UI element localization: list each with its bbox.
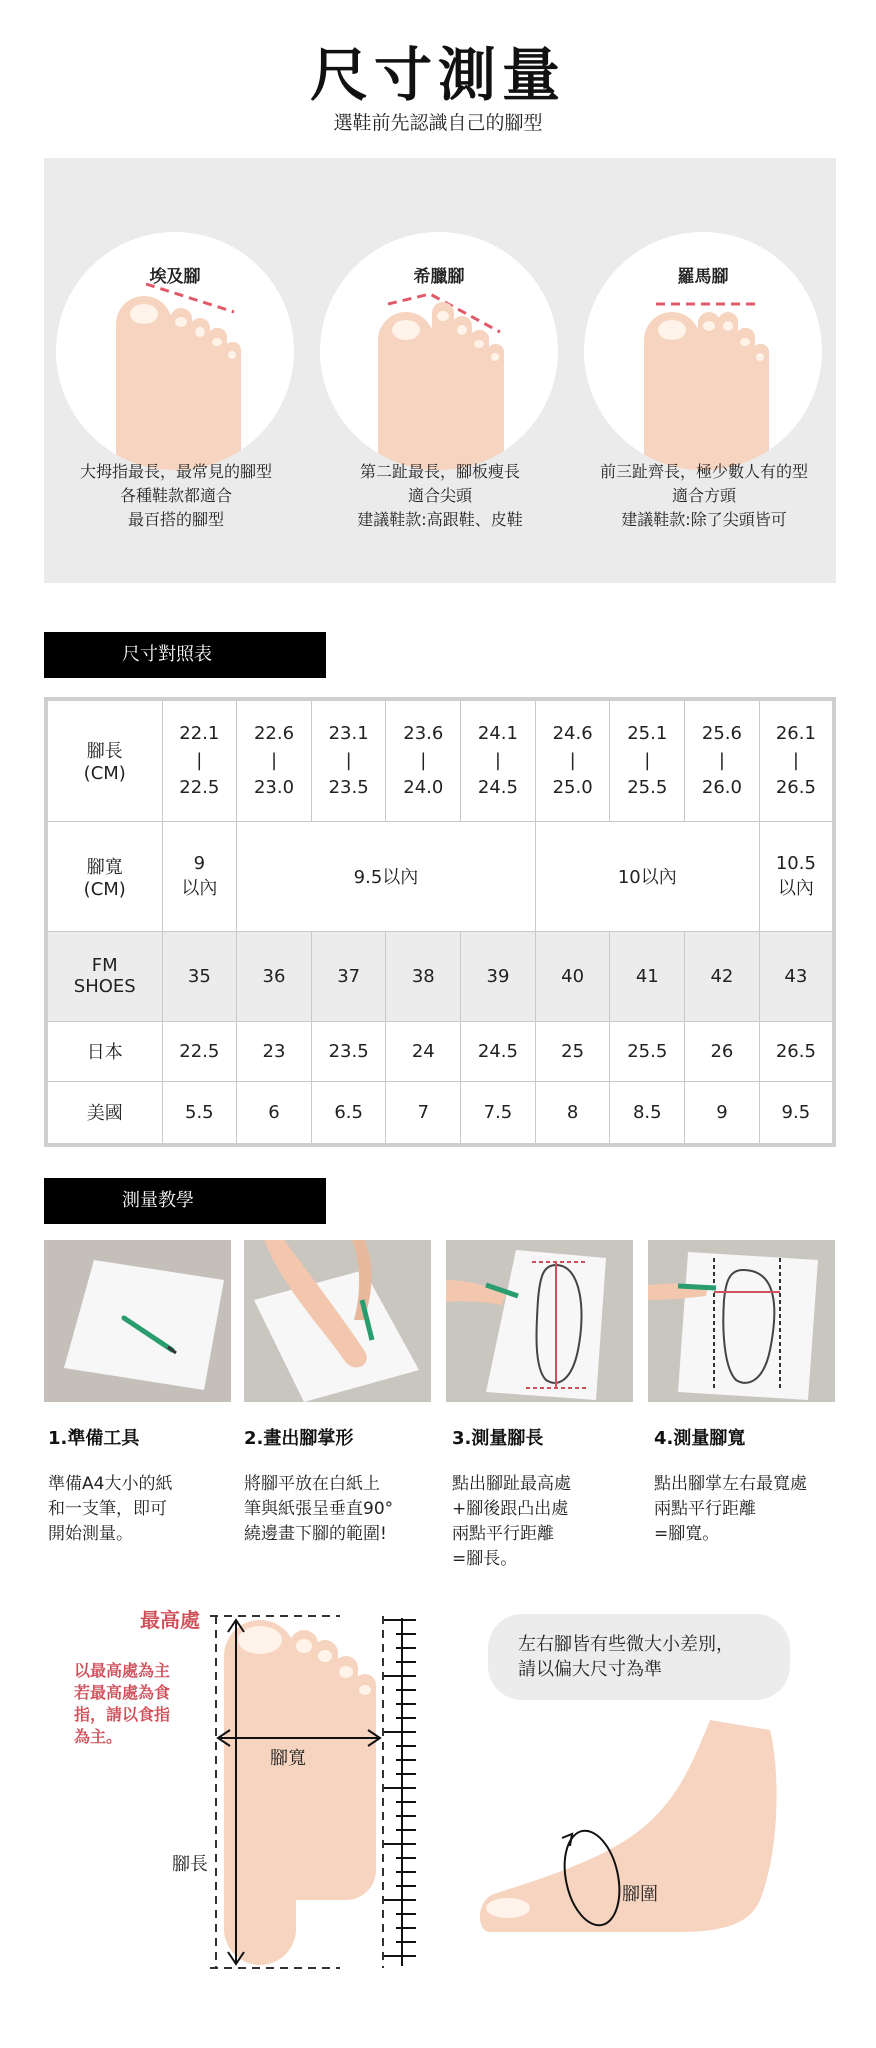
foot-measurement-diagram: [40, 1600, 420, 1980]
table-cell: 7: [386, 1081, 461, 1145]
table-cell: 7.5: [461, 1081, 536, 1145]
row-header: 腳長 (CM): [46, 699, 162, 821]
table-cell: 39: [461, 931, 536, 1021]
table-cell: 26.1 | 26.5: [759, 699, 834, 821]
step4-photo: [648, 1240, 835, 1402]
table-cell: 6: [237, 1081, 312, 1145]
table-cell: 23.5: [311, 1021, 386, 1081]
table-cell: 24: [386, 1021, 461, 1081]
step2-description: 將腳平放在白紙上 筆與紙張呈垂直90° 繞邊畫下腳的範圍!: [244, 1474, 394, 1544]
foot-type-name: 埃及腳: [149, 267, 201, 287]
size-note-bubble: 左右腳皆有些微大小差別， 請以偏大尺寸為準: [488, 1614, 790, 1700]
foot-type-greek: [308, 158, 572, 583]
foot-type-description: 第二趾最長，腳板瘦長 適合尖頭 建議鞋款:高跟鞋、皮鞋: [357, 462, 523, 529]
foot-type-name: 希臘腳: [413, 267, 465, 287]
step2-title: 2.畫出腳掌形: [244, 1428, 354, 1449]
foot-type-egyptian: [44, 158, 308, 583]
page-subtitle: 選鞋前先認識自己的腳型: [333, 112, 543, 134]
table-cell: 5.5: [162, 1081, 237, 1145]
table-row: [46, 931, 834, 1021]
foot-type-name: 羅馬腳: [677, 267, 729, 287]
foot-type-roman: [572, 158, 836, 583]
table-cell: 23: [237, 1021, 312, 1081]
table-cell: 40: [535, 931, 610, 1021]
length-label: 腳長: [172, 1854, 208, 1875]
table-cell: 9.5: [759, 1081, 834, 1145]
step1-description: 準備A4大小的紙 和一支筆，即可 開始測量。: [48, 1474, 173, 1544]
table-cell: 25.5: [610, 1021, 685, 1081]
table-cell: 22.5: [162, 1021, 237, 1081]
step4-description: 點出腳掌左右最寬處 兩點平行距離 =腳寬。: [654, 1474, 807, 1544]
table-cell: 9.5以內: [237, 821, 536, 931]
table-cell: 26.5: [759, 1021, 834, 1081]
table-row: [46, 699, 834, 821]
table-cell: 37: [311, 931, 386, 1021]
table-cell: 38: [386, 931, 461, 1021]
foot-type-description: 大拇指最長，最常見的腳型 各種鞋款都適合 最百搭的腳型: [79, 462, 272, 529]
step1-photo: [44, 1240, 231, 1402]
table-cell: 42: [685, 931, 760, 1021]
table-cell: 22.6 | 23.0: [237, 699, 312, 821]
table-cell: 36: [237, 931, 312, 1021]
row-header: 腳寬 (CM): [46, 821, 162, 931]
table-cell: 24.5: [461, 1021, 536, 1081]
step3-photo: [446, 1240, 633, 1402]
table-cell: 8: [535, 1081, 610, 1145]
row-header: 美國: [46, 1081, 162, 1145]
table-cell: 25: [535, 1021, 610, 1081]
table-cell: 25.1 | 25.5: [610, 699, 685, 821]
girth-label: 腳圍: [622, 1884, 658, 1905]
row-header: 日本: [46, 1021, 162, 1081]
step3-description: 點出腳趾最高處 +腳後跟凸出處 兩點平行距離 =腳長。: [452, 1474, 571, 1569]
table-cell: 9: [685, 1081, 760, 1145]
foot-types-panel: [44, 158, 836, 583]
table-row: [46, 1021, 834, 1081]
table-cell: 24.6 | 25.0: [535, 699, 610, 821]
table-cell: 23.1 | 23.5: [311, 699, 386, 821]
table-cell: 22.1 | 22.5: [162, 699, 237, 821]
table-cell: 9 以內: [162, 821, 237, 931]
step2-photo: [244, 1240, 431, 1402]
step4-title: 4.測量腳寬: [654, 1428, 746, 1449]
size-chart-table: [44, 697, 836, 1147]
table-row: [46, 1081, 834, 1145]
page-title: 尺寸測量: [309, 41, 566, 109]
step3-title: 3.測量腳長: [452, 1428, 544, 1449]
step1-title: 1.準備工具: [48, 1428, 140, 1449]
table-cell: 10以內: [535, 821, 759, 931]
highest-point-note: 以最高處為主 若最高處為食 指，請以食指 為主。: [74, 1661, 171, 1746]
table-cell: 24.1 | 24.5: [461, 699, 536, 821]
table-cell: 8.5: [610, 1081, 685, 1145]
table-row: [46, 821, 834, 931]
table-cell: 41: [610, 931, 685, 1021]
row-header: FM SHOES: [46, 931, 162, 1021]
table-cell: 43: [759, 931, 834, 1021]
width-label: 腳寬: [270, 1748, 306, 1769]
size-chart-heading: 尺寸對照表: [44, 632, 326, 678]
highest-point-label: 最高處: [140, 1608, 200, 1632]
table-cell: 35: [162, 931, 237, 1021]
foot-type-description: 前三趾齊長，極少數人有的型 適合方頭 建議鞋款:除了尖頭皆可: [599, 462, 808, 529]
tutorial-heading: 測量教學: [44, 1178, 326, 1224]
table-cell: 10.5 以內: [759, 821, 834, 931]
table-cell: 25.6 | 26.0: [685, 699, 760, 821]
table-cell: 6.5: [311, 1081, 386, 1145]
table-cell: 26: [685, 1021, 760, 1081]
table-cell: 23.6 | 24.0: [386, 699, 461, 821]
